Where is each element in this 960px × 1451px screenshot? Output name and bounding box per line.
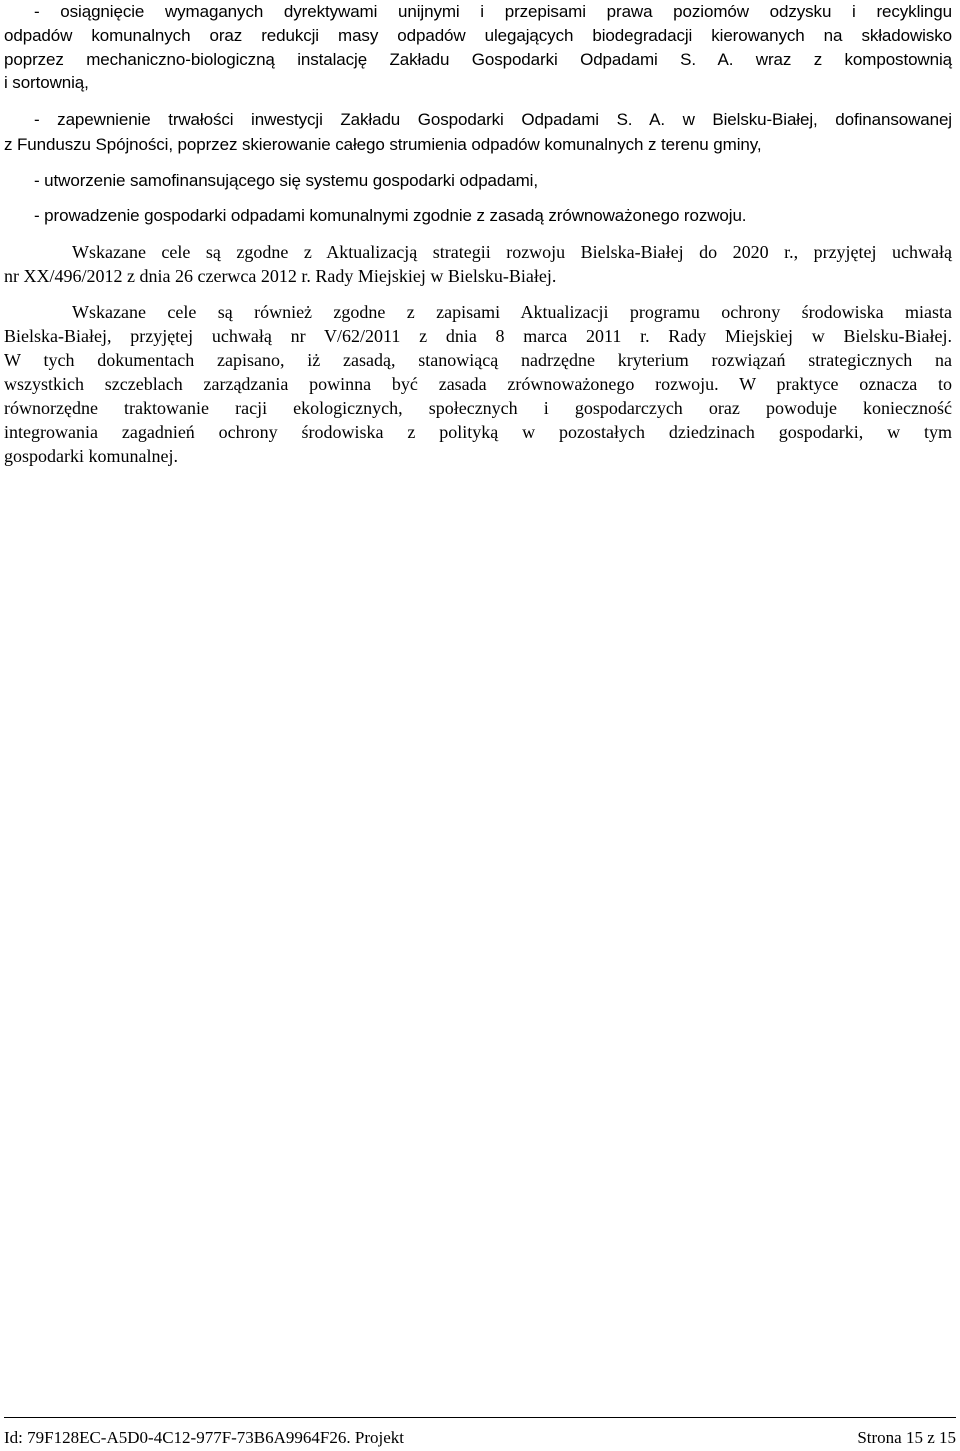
bullet-durability-line-2: z Funduszu Spójności, poprzez skierowanie całego strumienia odpadów komunalnych z terenu gminy, [4, 135, 762, 154]
paragraph-environment-line-5: równorzędne traktowanie racji ekologicznych, społecznych i gospodarczych oraz powoduje konieczność [4, 398, 952, 418]
paragraph-environment-line-4: wszystkich szczeblach zarządzania powinna być zasada zrównoważonego rozwoju. W praktyce oznacza to [4, 374, 952, 394]
bullet-durability-line-1: - zapewnienie trwałości inwestycji Zakładu Gospodarki Odpadami S. A. w Bielsku-Białej, dofinansowanej [34, 110, 952, 129]
paragraph-environment-line-3: W tych dokumentach zapisano, iż zasadą, stanowiącą nadrzędne kryterium rozwiązań strategicznych na [4, 350, 952, 370]
paragraph-environment-line-6: integrowania zagadnień ochrony środowiska z polityką w pozostałych dziedzinach gospodarki, w tym [4, 422, 952, 442]
bullet-recycling-line-2: odpadów komunalnych oraz redukcji masy odpadów ulegających biodegradacji kierowanych na składowisko [4, 26, 952, 45]
footer-document-id: Id: 79F128EC-A5D0-4C12-977F-73B6A9964F26. Projekt [4, 1428, 404, 1447]
bullet-recycling-line-4: i sortownią, [4, 73, 89, 92]
paragraph-environment-line-7: gospodarki komunalnej. [4, 446, 178, 466]
paragraph-strategy-line-1: Wskazane cele są zgodne z Aktualizacją strategii rozwoju Bielska-Białej do 2020 r., przyjętej uchwałą [72, 242, 952, 262]
bullet-recycling-line-1: - osiągnięcie wymaganych dyrektywami unijnymi i przepisami prawa poziomów odzysku i recyklingu [34, 2, 952, 21]
bullet-self-financing: - utworzenie samofinansującego się systemu gospodarki odpadami, [34, 171, 538, 190]
bullet-recycling-line-3: poprzez mechaniczno-biologiczną instalację Zakładu Gospodarki Odpadami S. A. wraz z kompostownią [4, 50, 952, 69]
bullet-sustainable-development: - prowadzenie gospodarki odpadami komunalnymi zgodnie z zasadą zrównoważonego rozwoju. [34, 206, 747, 225]
footer-page-number: Strona 15 z 15 [857, 1428, 956, 1447]
paragraph-environment-line-1: Wskazane cele są również zgodne z zapisami Aktualizacji programu ochrony środowiska miasta [72, 302, 952, 322]
paragraph-strategy-line-2: nr XX/496/2012 z dnia 26 czerwca 2012 r. Rady Miejskiej w Bielsku-Białej. [4, 266, 557, 286]
paragraph-environment-line-2: Bielska-Białej, przyjętej uchwałą nr V/62/2011 z dnia 8 marca 2011 r. Rady Miejskiej w Bielsku-Białej. [4, 326, 952, 346]
footer-divider [4, 1417, 956, 1418]
